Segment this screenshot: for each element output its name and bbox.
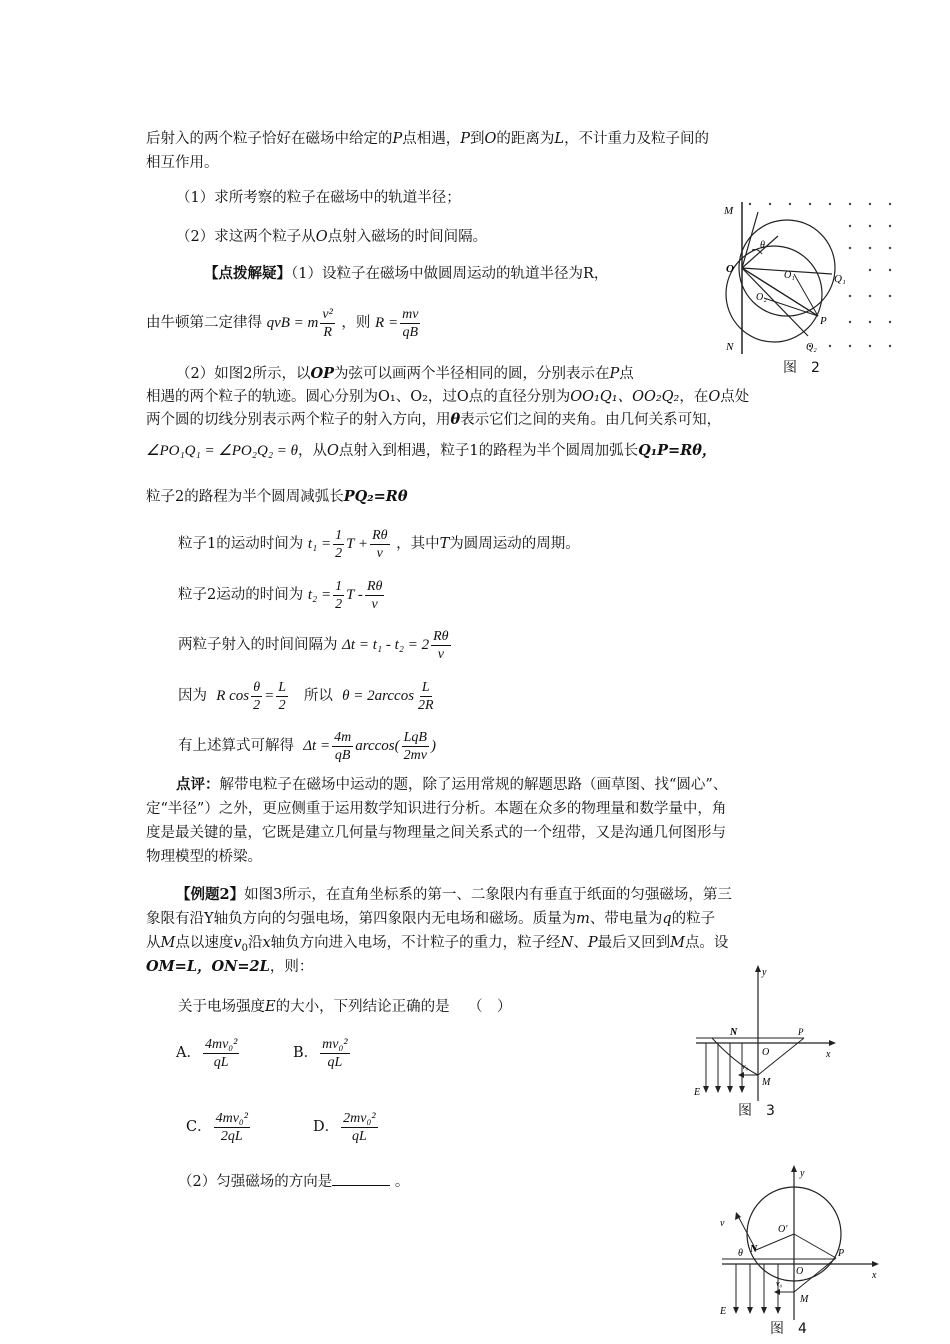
question-1: （1）求所考察的粒子在磁场中的轨道半径；	[176, 190, 461, 206]
svg-text:P: P	[838, 1248, 845, 1259]
svg-text:E: E	[694, 1087, 701, 1098]
option-c[interactable]: C． $\frac{\text{4mv₀²}}{2qL}$	[186, 1110, 248, 1144]
equation-cos: 因为 R cos $\frac{\theta}{2}$ = $\frac{L}{2}$ 所以 θ = 2arccos $\frac{L}{2R}$	[178, 679, 434, 713]
svg-text:M: M	[800, 1294, 809, 1305]
svg-text:E: E	[720, 1306, 727, 1317]
figure-4-caption: 图 4	[770, 1321, 807, 1337]
svg-text:O₂: O₂	[756, 292, 767, 303]
svg-text:v₀: v₀	[776, 1279, 783, 1288]
equation-t1: 粒子1的运动时间为 t₁ = $\frac{1}{2}$ T + $\frac{R\theta}{v}$ ，其中T为圆周运动的周期。	[178, 527, 580, 561]
svg-text:y: y	[800, 1168, 805, 1179]
text-line: 粒子2的路程为半个圆周减弧长PQ₂=Rθ	[146, 488, 408, 505]
text-line: ∠PO₁Q₁ = ∠PO₂Q₂ = θ，从O点射入到相遇，粒子1的路程为半个圆周加弧长Q₁P=Rθ，	[146, 442, 717, 459]
text-line: 相互作用。	[146, 155, 219, 171]
equation-dt: 两粒子射入的时间间隔为 Δt = t₁ - t₂ = 2 $\frac{R\theta}{v}$	[178, 628, 449, 662]
svg-text:v: v	[720, 1218, 725, 1229]
text-line: 后射入的两个粒子恰好在磁场中给定的P点相遇，P到O的距离为L，不计重力及粒子间的	[146, 131, 710, 147]
option-b[interactable]: B． $\frac{\text{mv₀²}}{qL}$	[293, 1036, 348, 1070]
question-2: （2）求这两个粒子从O点射入磁场的时间间隔。	[176, 229, 488, 245]
comment-line: 点评：解带电粒子在磁场中运动的题，除了运用常规的解题思路（画草图、找“圆心”、	[176, 776, 728, 793]
example-2-line: OM=L，ON=2L，则：	[146, 958, 314, 975]
comment-line: 度是最关键的量，它既是建立几何量与物理量之间关系式的一个纽带，又是沟通几何图形与	[146, 825, 726, 841]
text-line: 两个圆的切线分别表示两个粒子的射入方向，用θ表示它们之间的夹角。由几何关系可知，	[146, 411, 722, 428]
option-d[interactable]: D． $\frac{\text{2mv₀²}}{qL}$	[313, 1110, 376, 1144]
svg-text:N: N	[726, 341, 734, 353]
example-2-line: 【例题2】如图3所示，在直角坐标系的第一、二象限内有垂直于纸面的匀强磁场，第三	[176, 886, 732, 903]
comment-line: 定“半径”）之外，更应侧重于运用数学知识进行分析。本题在众多的物理量和数学量中，角	[146, 801, 727, 817]
answer-blank[interactable]	[332, 1185, 390, 1186]
figure-3-caption: 图 3	[738, 1103, 775, 1119]
equation-result: 有上述算式可解得 Δt = $\frac{4m}{qB}$ arccos( $\frac{\text{LqB}}{2mv}$ )	[178, 729, 436, 763]
example-2-line: 从M点以速度$v_0$沿x轴负方向进入电场，不计粒子的重力，粒子经N、P最后又回到M点。设	[146, 935, 729, 954]
svg-text:M: M	[724, 205, 734, 217]
svg-text:O: O	[762, 1047, 770, 1058]
option-a[interactable]: A． $\frac{\text{4mv₀²}}{qL}$	[176, 1036, 238, 1070]
svg-text:O: O	[726, 263, 734, 275]
question-field-direction: （2）匀强磁场的方向是 。	[178, 1174, 410, 1190]
figure-2-caption: 图 2	[783, 360, 820, 376]
equation-t2: 粒子2运动的时间为 t₂ = $\frac{1}{2}$ T - $\frac{R\theta}{v}$	[178, 578, 383, 612]
svg-text:θ: θ	[760, 240, 765, 251]
svg-text:Q₂: Q₂	[806, 342, 817, 353]
svg-text:y: y	[762, 967, 767, 978]
text-line: 相遇的两个粒子的轨迹。圆心分别为O₁、O₂，过O点的直径分别为OO₁Q₁、OO₂Q₂，在O点处	[146, 389, 750, 405]
svg-text:N: N	[750, 1244, 758, 1255]
svg-text:P: P	[820, 315, 827, 327]
figure-4	[716, 1162, 886, 1322]
svg-text:P: P	[798, 1027, 804, 1037]
svg-text:O′: O′	[778, 1224, 788, 1235]
newton-equation: 由牛顿第二定律得 qvB = m $\frac{\text{v²}}{R}$ ，则 R = $\frac{mv}{qB}$	[146, 306, 419, 340]
svg-text:N: N	[730, 1027, 738, 1038]
svg-text:O₁: O₁	[784, 270, 795, 281]
figure-2	[722, 198, 898, 358]
svg-text:O: O	[796, 1266, 804, 1277]
svg-text:x: x	[872, 1270, 877, 1281]
figure-3	[690, 963, 840, 1103]
question-field-strength: 关于电场强度E的大小，下列结论正确的是 （ ）	[178, 999, 512, 1015]
svg-text:x: x	[826, 1049, 831, 1060]
text-line: （2）如图2所示，以OP为弦可以画两个半径相同的圆，分别表示在P点	[176, 365, 634, 382]
svg-text:θ: θ	[738, 1248, 743, 1259]
svg-text:Q₁: Q₁	[834, 273, 846, 285]
example-2-line: 象限有沿Y轴负方向的匀强电场，第四象限内无电场和磁场。质量为m、带电量为q的粒子	[146, 911, 716, 927]
comment-line: 物理模型的桥梁。	[146, 849, 262, 865]
svg-text:v₀: v₀	[742, 1062, 749, 1071]
svg-text:M: M	[762, 1077, 771, 1088]
hint-line: 【点拨解疑】（1）设粒子在磁场中做圆周运动的轨道半径为R，	[204, 265, 609, 282]
